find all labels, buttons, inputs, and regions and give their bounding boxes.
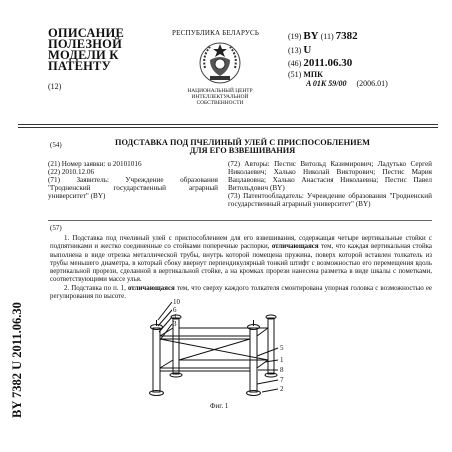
- divider: [48, 220, 432, 221]
- field-code: (19): [288, 32, 302, 41]
- claim-text: 1. Подставка под пчелиный улей с приспособлением для его взвешивания, содержащая четыре вертикальные стойки с подпятниками и жестко соединенные со стойками поперечные распорки,: [50, 235, 432, 251]
- figure-drawing: [110, 296, 340, 401]
- mpk-year: (2006.01): [356, 79, 388, 88]
- field-code: (13): [288, 46, 302, 55]
- post-back-right: [268, 318, 274, 374]
- title-line: ПОЛЕЗНОЙ: [48, 37, 122, 51]
- mpk-row: [288, 70, 323, 79]
- callout-1: 1: [280, 356, 284, 364]
- title-line: МОДЕЛИ К: [48, 48, 119, 62]
- document-title: [48, 28, 148, 72]
- callout-10: 10: [173, 298, 180, 306]
- field-54: (54): [50, 141, 62, 149]
- office-line: НАЦИОНАЛЬНЫЙ ЦЕНТР: [187, 88, 253, 94]
- field-57: (57): [50, 224, 62, 232]
- office-line: СОБСТВЕННОСТИ: [196, 100, 244, 107]
- field-12: (12): [48, 82, 62, 91]
- callout-5: 5: [280, 344, 284, 352]
- field-code: (46): [288, 59, 302, 68]
- state-emblem-icon: [196, 38, 244, 86]
- mpk-value-row: [306, 79, 388, 88]
- callout-2: 2: [280, 385, 284, 393]
- field-code: (11): [320, 32, 334, 41]
- figure-caption: Фиг. 1: [210, 402, 229, 410]
- biblio-item: (21) Номер заявки: u 20101016: [48, 160, 142, 168]
- post-front-left: [153, 328, 160, 392]
- divider: [18, 124, 438, 125]
- field-code: (51): [288, 70, 302, 79]
- invention-title: ПОДСТАВКА ПОД ПЧЕЛИНЫЙ УЛЕЙ С ПРИСПОСОБЛЕНИЕМ ДЛЯ ЕГО ВЗВЕШИВАНИЯ: [115, 138, 370, 155]
- claims-text: [50, 235, 432, 301]
- claim-text: 2. Подставка по п. 1,: [64, 284, 126, 292]
- biblio-left: [48, 160, 218, 200]
- claim-text: тем, что каждая вертикальная стойка выполнена в виде отрезка металлической трубы, внутрь которой помещена пружина, поверх которой вставлен толкатель из трубы меньшего диаметра, в который сбоку ввернут перпендикулярный тонкий штифт с возможностью его перемещения вдоль вертикальной прорези, сделанной в вертикальной стойке, а на кромках прорези нанесена разметка в виде шкалы с пометками, соответствующими массе улья.: [50, 243, 432, 284]
- office-line: ИНТЕЛЛЕКТУАЛЬНОЙ: [191, 94, 249, 101]
- country-code: BY: [303, 30, 319, 42]
- biblio-item: (72) Авторы: Пестис Витольд Казимирович; Ладутько Сергей Николаевич; Халько Николай Викторович; Пестис Мария Вацлавовна; Халько Анастасия Николаевна; Пестис Павел Витольдович (BY): [228, 160, 432, 192]
- mpk-value: A 01K 59/00: [306, 79, 347, 88]
- side-patent-id: BY 7382 U 2011.06.30: [10, 302, 24, 418]
- claim-text: тем, что сверху каждого толкателя смонтирована упорная головка с возможностью ее регулирования по высоте.: [50, 284, 432, 300]
- biblio-item: (71) Заявитель: Учреждение образования "Гродненский государственный аграрный университет" (BY): [48, 176, 218, 200]
- callout-6: 6: [173, 306, 177, 314]
- callout-8: 8: [280, 366, 284, 374]
- callout-7: 7: [280, 376, 284, 384]
- divider: [18, 127, 438, 128]
- callout-4: 4: [173, 313, 177, 321]
- biblio-right: [228, 160, 432, 208]
- kind-code: U: [303, 44, 312, 56]
- callout-3: 3: [173, 320, 177, 328]
- biblio-item: (73) Патентообладатель: Учреждение образования "Гродненский государственный аграрный университет" (BY): [228, 192, 432, 208]
- claim-keyword: отличающаяся: [127, 284, 175, 292]
- office-name: [178, 88, 262, 107]
- title-line: ОПИСАНИЕ: [48, 26, 124, 40]
- republic-label: РЕСПУБЛИКА БЕЛАРУСЬ: [172, 29, 260, 37]
- biblio-item: (22) 2010.12.06: [48, 168, 95, 176]
- mpk-label: МПК: [303, 70, 323, 79]
- claim-keyword: отличающаяся: [271, 243, 319, 251]
- kind-row: [288, 44, 311, 56]
- title-line: ПАТЕНТУ: [48, 59, 111, 73]
- patent-number: 7382: [335, 30, 358, 42]
- pub-date-row: [288, 57, 352, 69]
- claim-1: [50, 235, 432, 285]
- country-number-row: [288, 30, 358, 42]
- publication-date: 2011.06.30: [303, 57, 353, 69]
